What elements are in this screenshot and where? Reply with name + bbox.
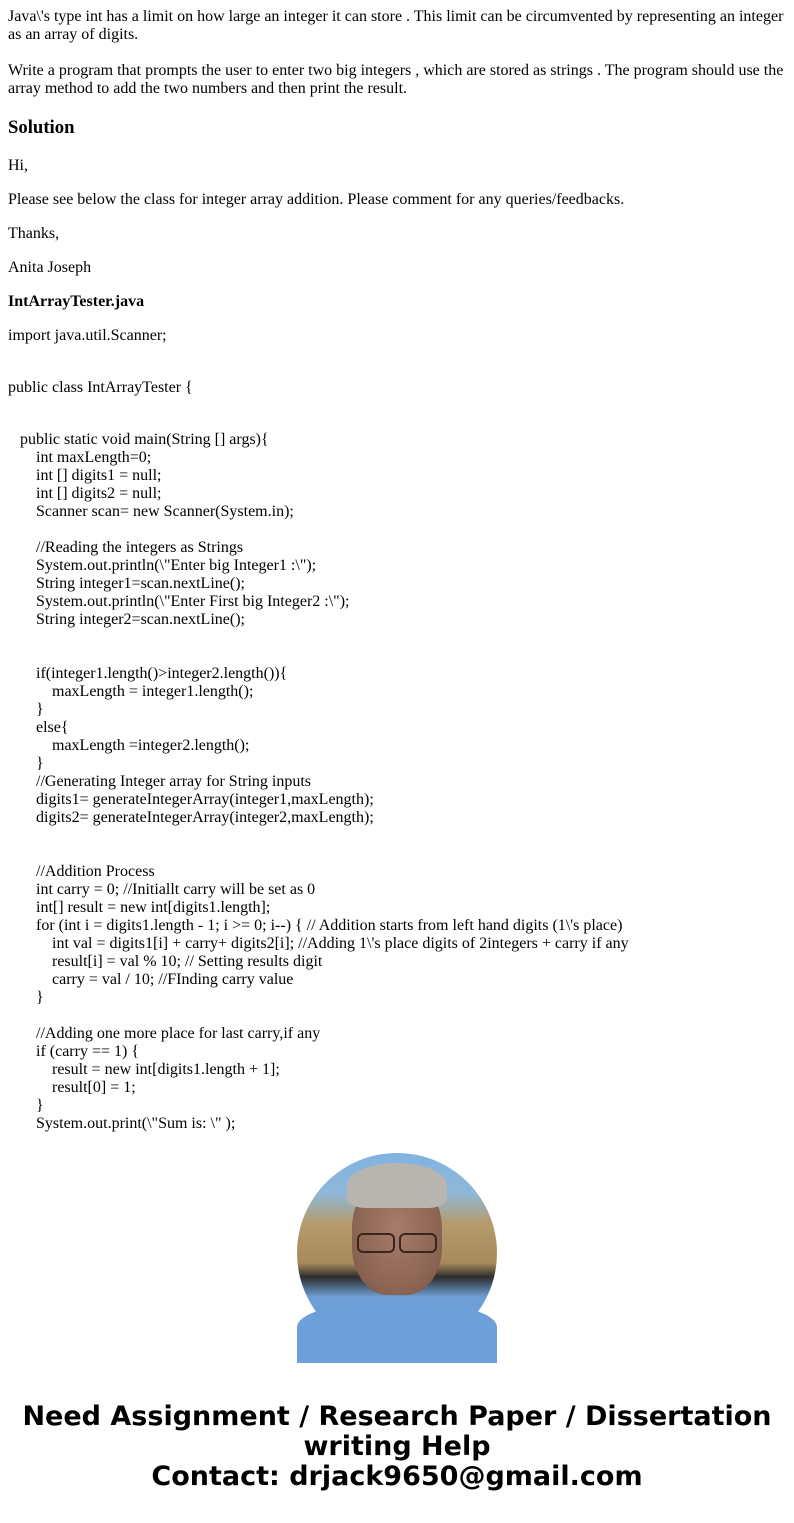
promo-line-2: writing Help <box>303 1431 491 1462</box>
code-line <box>8 827 788 845</box>
code-line: for (int i = digits1.length - 1; i >= 0; i--) { // Addition starts from left hand digits (1\'s place) <box>36 917 623 934</box>
code-line: String integer1=scan.nextLine(); <box>36 575 245 592</box>
code-line: maxLength =integer2.length(); <box>52 737 250 754</box>
code-line: //Adding one more place for last carry,if any <box>36 1025 321 1042</box>
promo-contact: Contact: drjack9650@gmail.com <box>151 1461 643 1492</box>
filename-heading: IntArrayTester.java <box>8 293 145 310</box>
code-line: if(integer1.length()>integer2.length()){ <box>36 665 288 682</box>
code-line: int maxLength=0; <box>36 449 152 466</box>
code-line: } <box>36 1097 44 1114</box>
promo-banner <box>0 1402 794 1492</box>
code-line: result[i] = val % 10; // Setting results digit <box>52 953 323 970</box>
avatar-shirt <box>297 1303 497 1363</box>
import-line: import java.util.Scanner; <box>8 327 167 344</box>
code-line: digits1= generateIntegerArray(integer1,maxLength); <box>36 791 374 808</box>
code-line: int [] digits2 = null; <box>36 485 162 502</box>
solution-heading: Solution <box>8 117 75 138</box>
tutor-avatar <box>297 1153 497 1353</box>
code-line: maxLength = integer1.length(); <box>52 683 254 700</box>
code-line: //Generating Integer array for String inputs <box>36 773 312 790</box>
code-line: int carry = 0; //Initiallt carry will be set as 0 <box>36 881 316 898</box>
code-line: System.out.print(\"Sum is: \" ); <box>36 1115 236 1132</box>
code-line: carry = val / 10; //FInding carry value <box>52 971 294 988</box>
code-line <box>8 845 788 863</box>
code-line: int [] digits1 = null; <box>36 467 162 484</box>
code-line <box>8 1007 788 1025</box>
code-line: int[] result = new int[digits1.length]; <box>36 899 271 916</box>
code-line: //Reading the integers as Strings <box>36 539 244 556</box>
code-line: result[0] = 1; <box>52 1079 136 1096</box>
code-line <box>8 521 788 539</box>
code-line <box>8 629 788 647</box>
thanks-text: Thanks, <box>8 225 60 242</box>
code-line: System.out.println(\"Enter First big Integer2 :\"); <box>36 593 350 610</box>
code-block <box>8 431 788 1133</box>
avatar-glasses <box>357 1233 437 1251</box>
code-line: result = new int[digits1.length + 1]; <box>52 1061 280 1078</box>
code-line: //Addition Process <box>36 863 155 880</box>
class-declaration: public class IntArrayTester { <box>8 379 193 396</box>
code-line <box>8 647 788 665</box>
code-line: Scanner scan= new Scanner(System.in); <box>36 503 294 520</box>
code-line: } <box>36 755 44 772</box>
code-line: System.out.println(\"Enter big Integer1 :\"); <box>36 557 317 574</box>
greeting: Hi, <box>8 157 28 174</box>
code-line: } <box>36 701 44 718</box>
code-line: else{ <box>36 719 69 736</box>
code-line: } <box>36 989 44 1006</box>
intro-text: Please see below the class for integer array addition. Please comment for any queries/feedbacks. <box>8 191 625 208</box>
code-line: int val = digits1[i] + carry+ digits2[i]; //Adding 1\'s place digits of 2integers + carry if any <box>52 935 629 952</box>
question-paragraph-1: Java\'s type int has a limit on how large an integer it can store . This limit can be circumvented by representing an integer as an array of digits. <box>8 8 784 43</box>
code-line: digits2= generateIntegerArray(integer2,maxLength); <box>36 809 374 826</box>
promo-line-1: Need Assignment / Research Paper / Dissertation <box>22 1401 772 1432</box>
code-line: String integer2=scan.nextLine(); <box>36 611 245 628</box>
code-line: public static void main(String [] args){ <box>20 431 269 448</box>
avatar-hair <box>347 1163 447 1208</box>
author-name: Anita Joseph <box>8 259 92 276</box>
document-content <box>8 0 788 1132</box>
question-paragraph-2: Write a program that prompts the user to enter two big integers , which are stored as strings . The program should use the array method to add the two numbers and then print the result. <box>8 62 784 97</box>
code-line: if (carry == 1) { <box>36 1043 140 1060</box>
